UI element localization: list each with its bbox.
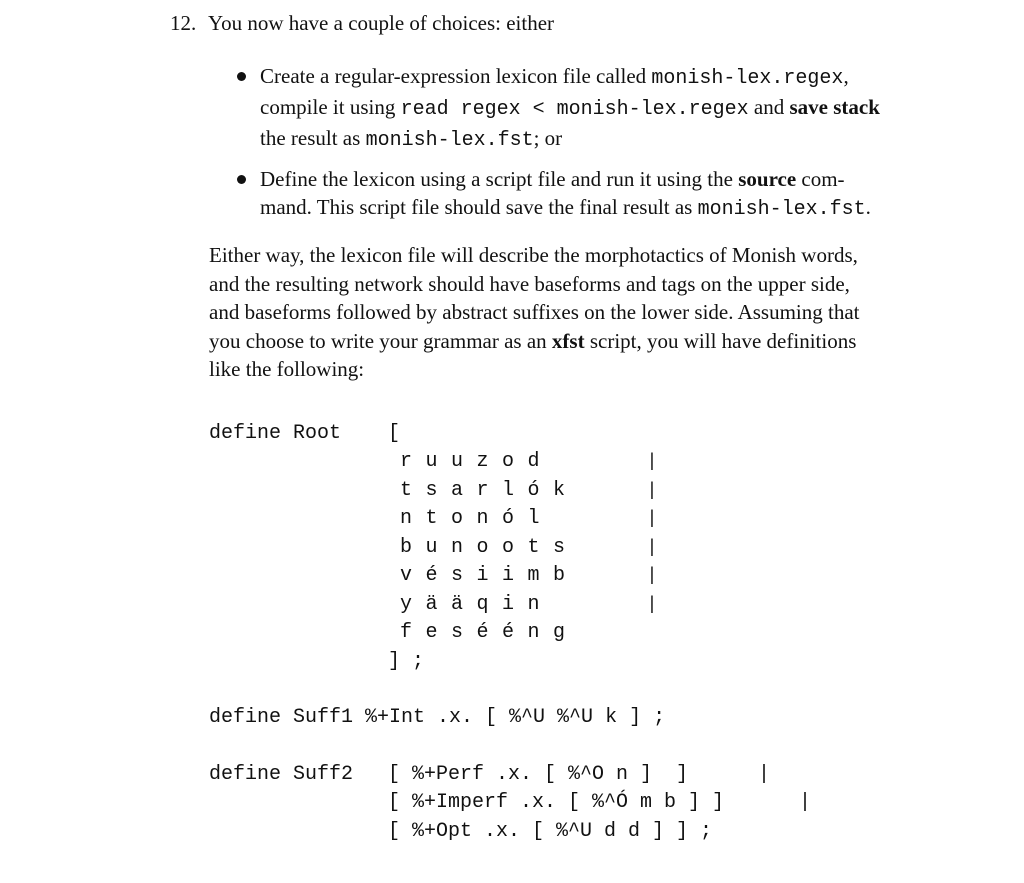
- root-letter: u: [425, 450, 438, 473]
- root-letter: u: [450, 450, 463, 473]
- root-separator-bar: |: [649, 564, 655, 584]
- root-letter: d: [527, 450, 540, 473]
- text-run: Either way, the lexicon file will describe the morphotactics of Monish words,: [209, 243, 858, 267]
- root-letter: ó: [501, 507, 514, 530]
- root-letter: i: [501, 592, 514, 616]
- root-letter: t: [527, 535, 540, 559]
- code-suff2-line-imperf: [ %+Imperf .x. [ %^Ó m b ] ]: [388, 791, 725, 814]
- root-letter: z: [476, 450, 489, 473]
- root-letter: b: [399, 535, 412, 559]
- code-define-root: define Root: [209, 422, 342, 445]
- bold-text: source: [738, 167, 797, 191]
- bullet-dot-icon: [237, 72, 246, 81]
- code-suff2-line-perf: [ %+Perf .x. [ %^O n ] ]: [388, 763, 689, 786]
- bullet-item-script: [235, 165, 955, 224]
- item-number: 12.: [170, 11, 197, 35]
- text-run: like the following:: [209, 357, 365, 381]
- bullet-text: [260, 64, 880, 150]
- code-define-suff2: define Suff2: [209, 763, 354, 786]
- bullet-text: [260, 167, 871, 219]
- bullet-item-regex: [235, 62, 955, 155]
- root-letter: é: [425, 564, 438, 587]
- root-letter: s: [552, 535, 565, 559]
- item-heading: [170, 8, 554, 38]
- root-letter: u: [425, 535, 438, 559]
- root-letter: n: [399, 507, 412, 530]
- root-letter: o: [476, 535, 489, 559]
- text-run: script, you will have definitions: [584, 328, 857, 353]
- text-run: com-: [796, 167, 845, 191]
- body-paragraph: [209, 241, 919, 384]
- bold-text: xfst: [551, 328, 585, 353]
- root-letter: y: [399, 592, 412, 616]
- text-run: and the resulting network should have baseforms and tags on the upper side,: [209, 271, 850, 296]
- bold-text: save stack: [789, 95, 880, 119]
- text-run: the result as: [260, 126, 366, 150]
- text-run: .: [865, 195, 871, 219]
- root-letter: k: [552, 478, 565, 502]
- root-letter: n: [450, 535, 463, 559]
- text-run: you choose to write your grammar as an: [209, 328, 552, 353]
- root-letter: m: [527, 564, 540, 587]
- code-suff2-bar: |: [758, 763, 771, 786]
- root-letter: a: [450, 478, 463, 502]
- root-letter: n: [476, 507, 489, 530]
- root-letter: t: [399, 478, 412, 502]
- root-letter: v: [399, 564, 412, 587]
- inline-code: monish-lex.fst: [697, 198, 866, 221]
- root-letter: t: [425, 507, 438, 530]
- root-letter: l: [527, 507, 540, 530]
- root-letter: i: [476, 564, 489, 587]
- text-run: Define the lexicon using a script file and run it using the: [260, 167, 739, 191]
- bullet-dot-icon: [237, 175, 246, 184]
- root-letter: l: [501, 478, 514, 502]
- root-letter: o: [501, 450, 514, 473]
- code-suff2-bar: |: [799, 791, 812, 814]
- code-root-open-bracket: [: [388, 422, 401, 445]
- code-suff2-line-opt: [ %+Opt .x. [ %^U d d ] ] ;: [388, 820, 713, 843]
- root-letter: n: [527, 621, 540, 644]
- root-letter: é: [501, 621, 514, 644]
- root-letter: s: [450, 564, 463, 587]
- root-letter: q: [476, 592, 489, 616]
- text-run: mand. This script file should save the final result as: [260, 195, 698, 219]
- text-run: ; or: [533, 126, 563, 150]
- root-letter: s: [425, 478, 438, 502]
- text-run: Create a regular-expression lexicon file called: [260, 64, 652, 88]
- text-run: and: [748, 95, 790, 119]
- root-letter: o: [501, 535, 514, 559]
- code-root-close: ] ;: [388, 650, 425, 673]
- root-separator-bar: |: [649, 535, 655, 556]
- text-run: and baseforms followed by abstract suffixes on the lower side. Assuming that: [209, 300, 860, 324]
- root-letter: ä: [450, 592, 463, 616]
- bullet-list: [235, 62, 955, 234]
- root-separator-bar: |: [649, 450, 655, 470]
- root-letter: ä: [425, 592, 438, 616]
- root-separator-bar: |: [649, 592, 655, 613]
- item-heading-text: You now have a couple of choices: either: [208, 11, 555, 35]
- inline-code: monish-lex.fst: [365, 129, 534, 152]
- code-define-suff1: define Suff1 %+Int .x. [ %^U %^U k ] ;: [209, 706, 666, 729]
- root-separator-bar: |: [649, 478, 655, 499]
- text-run: compile it using: [260, 95, 401, 119]
- root-letter: é: [476, 621, 489, 644]
- paragraph-text: [209, 243, 860, 381]
- root-letter: ó: [527, 478, 540, 502]
- inline-code: monish-lex.regex: [651, 67, 844, 90]
- root-letter: n: [527, 592, 540, 616]
- root-letter: o: [450, 507, 463, 530]
- root-letter: r: [476, 478, 489, 502]
- root-letter: e: [425, 621, 438, 644]
- root-letter: g: [552, 621, 565, 644]
- root-letter: b: [552, 564, 565, 587]
- root-letter: r: [399, 450, 412, 473]
- root-separator-bar: |: [649, 507, 655, 527]
- text-run: ,: [843, 64, 849, 88]
- inline-code: read regex < monish-lex.regex: [400, 98, 749, 121]
- root-letter: i: [501, 564, 514, 587]
- root-letter: s: [450, 621, 463, 644]
- root-letter: f: [399, 621, 412, 644]
